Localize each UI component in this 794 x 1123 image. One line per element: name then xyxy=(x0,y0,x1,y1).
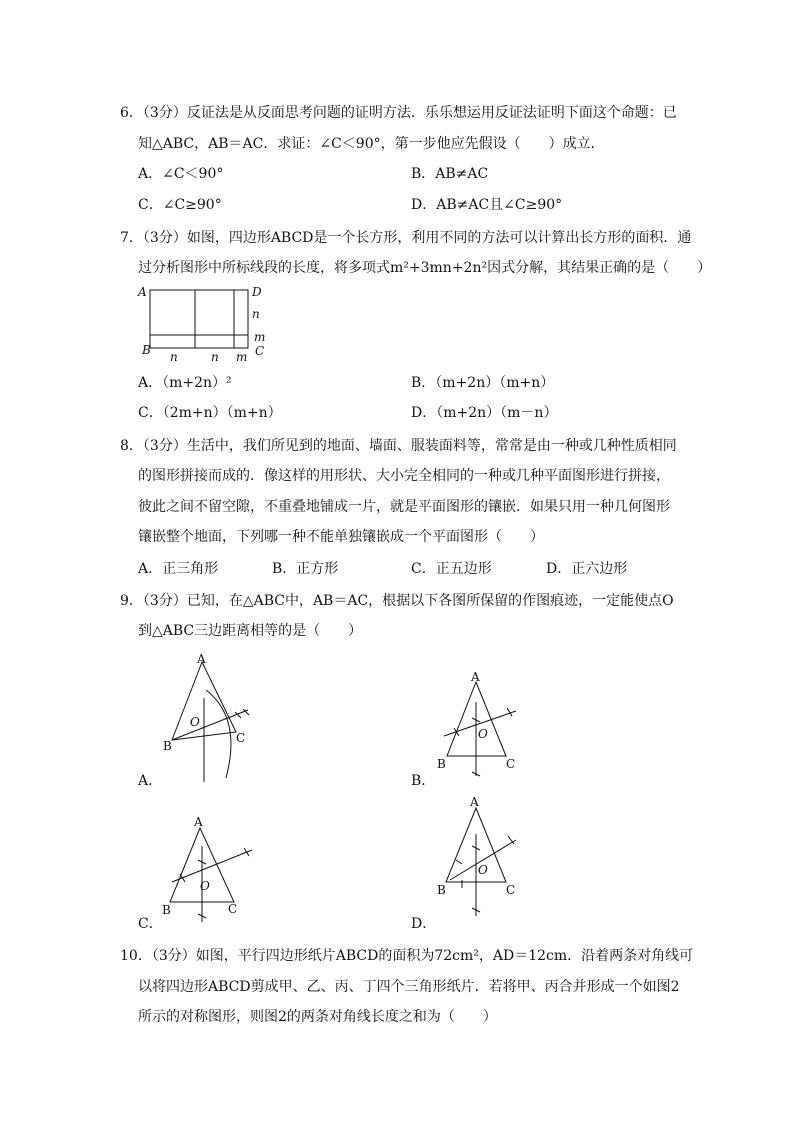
q7-label-m-bottom: m xyxy=(236,350,248,364)
q8-line-1: 8．（3分）生活中，我们所见到的地面、墙面、服装面料等，常常是由一种或几种性质相同 xyxy=(120,438,677,454)
q6-option-a: A．∠C＜90° xyxy=(138,166,224,182)
q7-label-c: C xyxy=(255,344,265,358)
q7-label-d: D xyxy=(252,285,262,299)
q7-label-b: B xyxy=(142,343,151,357)
q9-figure-a xyxy=(160,648,260,788)
q8-line-2: 的图形拼接而成的．像这样的用形状、大小完全相同的一种或几种平面图形进行拼接， xyxy=(138,468,670,484)
q9-option-d: D． xyxy=(411,916,437,932)
q9-figure-d xyxy=(434,794,524,920)
q9-option-c: C． xyxy=(138,916,163,932)
q9a-label-o: O xyxy=(190,715,200,729)
q9c-label-b: B xyxy=(162,903,171,917)
q8-option-c: C．正五边形 xyxy=(411,561,492,577)
q7-option-d: D．（m+2n）（m－n） xyxy=(411,405,558,421)
q9b-label-c: C xyxy=(506,757,516,771)
q10-line-1: 10．（3分）如图，平行四边形纸片ABCD的面积为72cm²，AD＝12cm．沿着两条对角线可 xyxy=(120,948,694,964)
q10-line-3: 所示的对称图形，则图2的两条对角线长度之和为（ ） xyxy=(138,1009,497,1025)
q7-line-1: 7．（3分）如图，四边形ABCD是一个长方形，利用不同的方法可以计算出长方形的面积．通 xyxy=(120,230,692,246)
q7-line-2: 过分析图形中所标线段的长度，将多项式m²+3mn+2n²因式分解，其结果正确的是（ ） xyxy=(138,260,712,276)
q9a-label-c: C xyxy=(236,731,246,745)
q9a-label-b: B xyxy=(163,739,172,753)
q7-option-c: C．（2m+n）（m+n） xyxy=(138,405,282,421)
q7-label-m-right: m xyxy=(254,330,266,344)
q8-option-d: D．正六边形 xyxy=(546,561,628,577)
q9-line-1: 9．（3分）已知，在△ABC中，AB＝AC，根据以下各图所保留的作图痕迹，一定能使点O xyxy=(120,593,674,609)
q9d-label-b: B xyxy=(437,883,446,897)
q6-line-1: 6．（3分）反证法是从反面思考问题的证明方法．乐乐想运用反证法证明下面这个命题：已 xyxy=(120,105,677,121)
q9d-label-a: A xyxy=(470,795,479,809)
q6-option-d: D．AB≠AC且∠C≥90° xyxy=(411,197,563,213)
q9c-label-o: O xyxy=(200,879,210,893)
q9-figure-c xyxy=(158,814,258,926)
q7-label-a: A xyxy=(138,285,147,299)
q7-option-b: B．（m+2n）（m+n） xyxy=(411,375,555,391)
q9-figure-b xyxy=(434,668,524,780)
q7-label-n-bottom-2: n xyxy=(211,350,219,364)
q6-line-2: 知△ABC，AB＝AC．求证：∠C＜90°，第一步他应先假设（ ）成立． xyxy=(138,136,605,152)
q7-label-n-bottom-1: n xyxy=(170,350,178,364)
q6-option-b: B．AB≠AC xyxy=(411,166,489,182)
q9-line-2: 到△ABC三边距离相等的是（ ） xyxy=(138,623,363,639)
q6-option-c: C．∠C≥90° xyxy=(138,197,222,213)
q7-rectangle-figure xyxy=(136,282,276,364)
q9a-label-a: A xyxy=(197,652,206,666)
q8-option-b: B．正方形 xyxy=(272,561,339,577)
q8-line-3: 彼此之间不留空隙，不重叠地铺成一片，就是平面图形的镶嵌．如果只用一种几何图形 xyxy=(138,499,670,515)
q8-option-a: A．正三角形 xyxy=(138,561,219,577)
q10-line-2: 以将四边形ABCD剪成甲、乙、丙、丁四个三角形纸片．若将甲、丙合并形成一个如图2 xyxy=(138,979,680,995)
q7-option-a: A．（m+2n）² xyxy=(138,375,232,391)
q9c-label-c: C xyxy=(228,902,238,916)
q9b-label-a: A xyxy=(471,670,480,684)
q9d-label-o: O xyxy=(478,863,488,877)
q9b-label-b: B xyxy=(437,757,446,771)
q9d-label-c: C xyxy=(506,883,516,897)
q8-line-4: 镶嵌整个地面，下列哪一种不能单独镶嵌成一个平面图形（ ） xyxy=(138,529,544,545)
q9c-label-a: A xyxy=(194,815,203,829)
q9b-label-o: O xyxy=(478,727,488,741)
q9-option-a: A． xyxy=(138,773,163,789)
q7-label-n-right: n xyxy=(252,307,260,321)
q9-option-b: B． xyxy=(411,773,436,789)
